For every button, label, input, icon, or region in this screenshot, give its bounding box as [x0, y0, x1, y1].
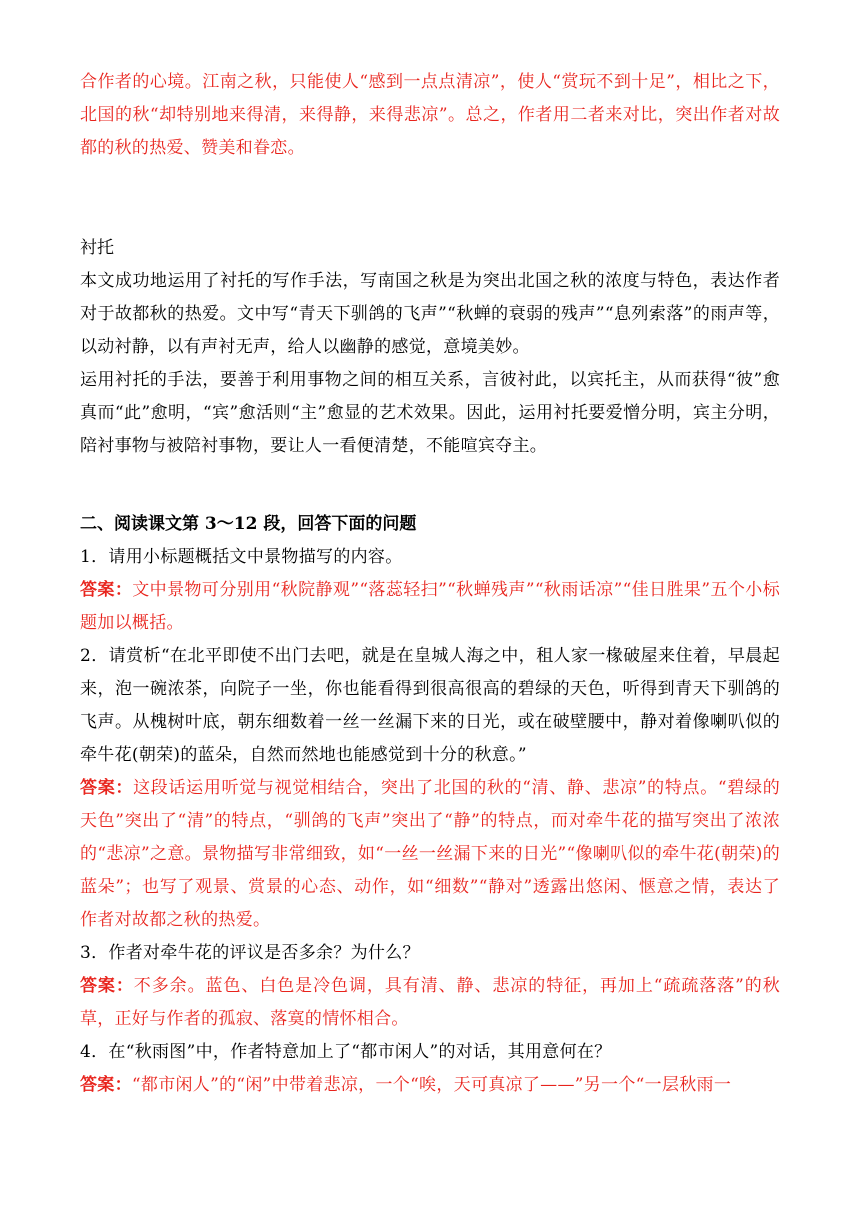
intro-block [80, 66, 780, 165]
answer-label: 答案： [80, 580, 133, 600]
answer-3 [80, 970, 780, 1036]
question-2: 2．请赏析“在北平即使不出门去吧，就是在皇城人海之中，租人家一椽破屋来住着，早晨起来，泡一碗浓茶，向院子一坐，你也能看得到很高很高的碧绿的天色，听得到青天下驯鸽的飞声。从槐树叶底，朝东细数着一丝一丝漏下来的日光，或在破壁腰中，静对着像喇叭似的牵牛花(朝荣)的蓝朵，自然而然地也能感觉到十分的秋意。” [80, 646, 780, 765]
answer-label: 答案： [80, 1075, 132, 1095]
intro-paragraph: 合作者的心境。江南之秋，只能使人“感到一点点清凉”，使人“赏玩不到十足”，相比之下，北国的秋“却特别地来得清，来得静，来得悲凉”。总之，作者用二者来对比，突出作者对故都的秋的热爱、赞美和眷恋。 [80, 72, 780, 158]
answer-4 [80, 1069, 780, 1102]
answer-text: “都市闲人”的“闲”中带着悲凉，一个“唉，天可真凉了——”另一个“一层秋雨一 [131, 1075, 732, 1095]
answer-label: 答案： [80, 778, 134, 798]
question-3: 3．作者对牵牛花的评议是否多余？为什么？ [80, 943, 420, 963]
section-2 [80, 508, 780, 1102]
contrast-paragraph-1: 本文成功地运用了衬托的写作手法，写南国之秋是为突出北国之秋的浓度与特色，表达作者对于故都秋的热爱。文中写“青天下驯鸽的飞声”“秋蝉的衰弱的残声”“息列索落”的雨声等，以动衬静，以有声衬无声，给人以幽静的感觉，意境美妙。 [80, 271, 780, 357]
answer-text: 文中景物可分别用“秋院静观”“落蕊轻扫”“秋蝉残声”“秋雨话凉”“佳日胜果”五个小标题加以概括。 [80, 580, 780, 633]
section-2-heading: 二、阅读课文第 3～12 段，回答下面的问题 [80, 514, 417, 534]
answer-2 [80, 772, 780, 937]
contrast-title: 衬托 [80, 238, 114, 258]
answer-text: 这段话运用听觉与视觉相结合，突出了北国的秋的“清、静、悲凉”的特点。“碧绿的天色”突出了“清”的特点，“驯鸽的飞声”突出了“静”的特点，而对牵牛花的描写突出了浓浓的“悲凉”之意。景物描写非常细致，如“一丝一丝漏下来的日光”“像喇叭似的牵牛花(朝荣)的蓝朵”；也写了观景、赏景的心态、动作，如“细数”“静对”透露出悠闲、惬意之情，表达了作者对故都之秋的热爱。 [80, 778, 780, 930]
contrast-paragraph-2: 运用衬托的手法，要善于利用事物之间的相互关系，言彼衬此，以宾托主，从而获得“彼”愈真而“此”愈明，“宾”愈活则“主”愈显的艺术效果。因此，运用衬托要爱憎分明，宾主分明，陪衬事物与被陪衬事物，要让人一看便清楚，不能喧宾夺主。 [80, 370, 780, 456]
answer-label: 答案： [80, 976, 134, 996]
contrast-section [80, 232, 780, 463]
question-1: 1．请用小标题概括文中景物描写的内容。 [80, 547, 403, 567]
answer-1 [80, 574, 780, 640]
question-4: 4．在“秋雨图”中，作者特意加上了“都市闲人”的对话，其用意何在？ [80, 1042, 612, 1062]
answer-text: 不多余。蓝色、白色是冷色调，具有清、静、悲凉的特征，再加上“疏疏落落”的秋草，正好与作者的孤寂、落寞的情怀相合。 [80, 976, 780, 1029]
